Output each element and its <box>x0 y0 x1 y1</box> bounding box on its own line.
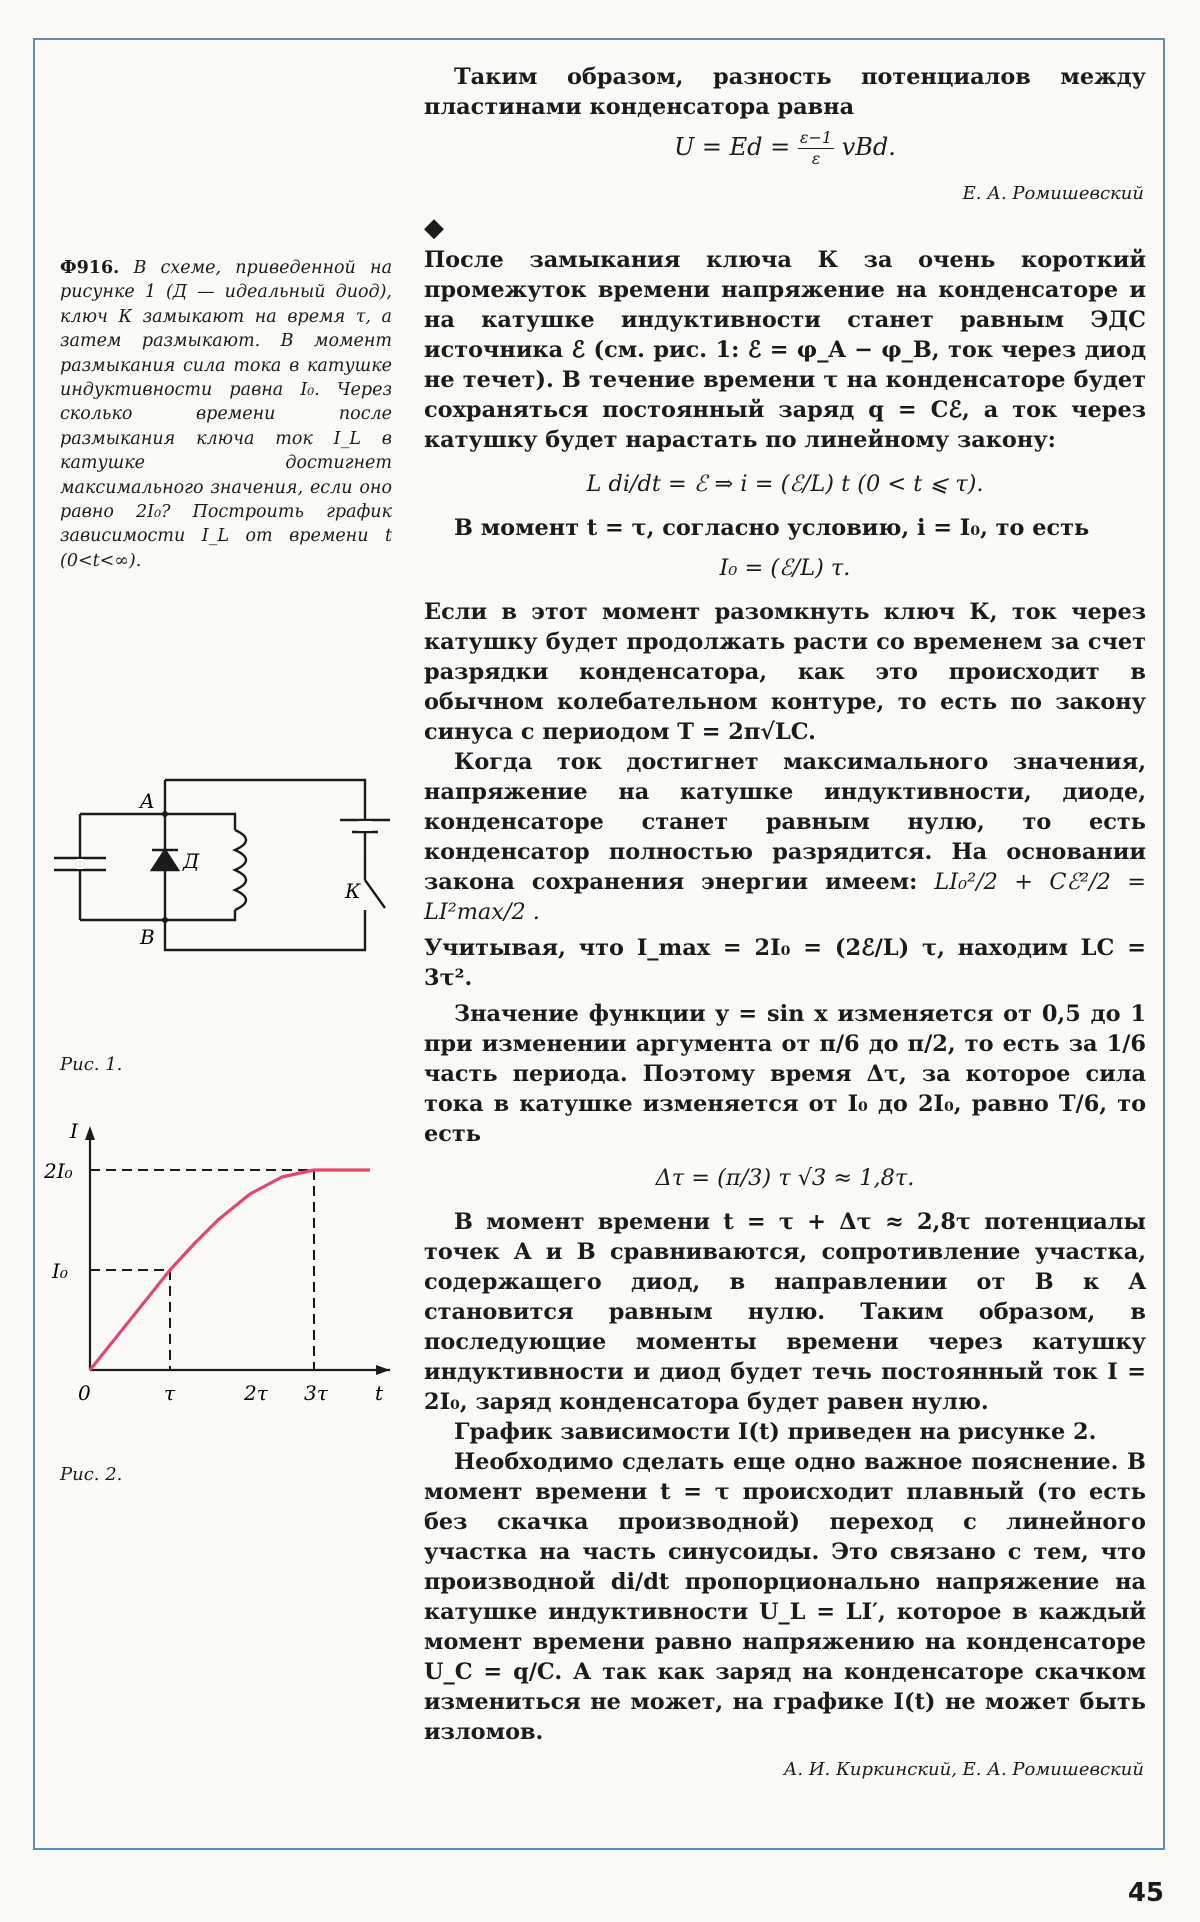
diamond-icon: ◆ <box>424 213 444 243</box>
page-number: 45 <box>1127 1878 1164 1908</box>
top-intro: Таким образом, разность потенциалов между пластинами конденсатора равна <box>424 64 1146 120</box>
diode-label: Д <box>183 849 200 873</box>
diode-symbol <box>152 850 178 870</box>
formula-6: Δτ = (π/3) τ √3 ≈ 1,8τ. <box>655 1165 915 1191</box>
problem-statement <box>60 256 392 573</box>
main-column <box>424 62 1146 1791</box>
solution-p7: В момент времени t = τ + Δτ ≈ 2,8τ потенциалы точек A и B сравниваются, сопротивление участка, содержащего диод, в направлении от B к A становится равным нулю. Таким образом, в последующие моменты времени через катушку индуктивности и диод будет течь постоянный ток I = 2I₀, заряд конденсатора будет равен нулю. <box>424 1209 1146 1415</box>
solution-p8: График зависимости I(t) приведен на рисунке 2. <box>454 1419 1097 1445</box>
x-tick-0: 0 <box>78 1381 91 1405</box>
current-time-graph <box>40 1110 410 1430</box>
solution-p2: В момент t = τ, согласно условию, i = I₀, то есть <box>454 515 1090 541</box>
x-axis-arrow <box>376 1365 390 1375</box>
switch-label: К <box>345 879 361 903</box>
solution-p3: Если в этот момент разомкнуть ключ К, ток через катушку будет продолжать расти со временем за счет разрядки конденсатора, как это происходит в обычном колебательном контуре, то есть по закону синуса с периодом T = 2π√LC. <box>424 599 1146 745</box>
y-axis-label: I <box>70 1119 78 1143</box>
solution-p1: После замыкания ключа К за очень короткий промежуток времени напряжение на конденсаторе и на катушке индуктивности станет равным ЭДС источника ℰ (см. рис. 1: ℰ = φ_A − φ_B, ток через диод не течет). В течение времени τ на конденсаторе будет сохраняться постоянный заряд q = Cℰ, а ток через катушку будет нарастать по линейному закону: <box>424 247 1146 453</box>
signature-top: Е. А. Ромишевский <box>962 183 1144 204</box>
node-label-a: A <box>140 789 155 813</box>
wire-left <box>80 814 165 920</box>
problem-text: В схеме, приведенной на рисунке 1 (Д — идеальный диод), ключ К замыкают на время τ, а затем размыкают. В момент размыкания сила тока в катушке индуктивности равна I₀. Через сколько времени после размыкания ключа ток I_L в катушке достигнет максимального значения, если оно равно 2I₀? Построить график зависимости I_L от времени t (0<t<∞). <box>60 258 392 571</box>
x-axis-label: t <box>375 1381 384 1405</box>
signature-bottom: А. И. Киркинский, Е. А. Ромишевский <box>783 1759 1144 1780</box>
node-label-b: B <box>140 925 155 949</box>
formula-u: U = Ed = $\frac{\varepsilon-1}{\varepsilon}$ vBd. <box>674 128 896 168</box>
formula-2: I₀ = (ℰ/L) τ. <box>719 555 851 581</box>
switch-symbol <box>365 860 385 910</box>
fig2-caption: Рис. 2. <box>60 1464 123 1485</box>
y-tick-2i0: 2I₀ <box>44 1159 73 1183</box>
solution-p4: Когда ток достигнет максимального значения, напряжение на катушке индуктивности, диоде, конденсаторе станет равным нулю, то есть конденсатор полностью разрядится. На основании закона сохранения энергии имеем: LI₀²/2 + Cℰ²/2 = LI²max/2 . <box>424 749 1146 925</box>
problem-number: Ф916. <box>60 258 120 278</box>
solution-p5: Учитывая, что I_max = 2I₀ = (2ℰ/L) τ, находим LC = 3τ². <box>424 935 1146 991</box>
formula-1: L di/dt = ℰ ⇒ i = (ℰ/L) t (0 < t ⩽ τ). <box>586 471 984 497</box>
y-tick-i0: I₀ <box>52 1259 68 1283</box>
x-tick-tau: τ <box>164 1381 176 1405</box>
x-tick-3tau: 3τ <box>304 1381 328 1405</box>
fig1-caption: Рис. 1. <box>60 1054 123 1075</box>
inductor-coil <box>235 830 246 910</box>
y-axis-arrow <box>85 1126 95 1140</box>
solution-p6: Значение функции y = sin x изменяется от 0,5 до 1 при изменении аргумента от π/6 до π/2, то есть за 1/6 часть периода. Поэтому время Δτ, за которое сила тока в катушке изменяется от I₀ до 2I₀, равно T/6, то есть <box>424 1001 1146 1147</box>
solution-p9: Необходимо сделать еще одно важное пояснение. В момент времени t = τ происходит плавный (то есть без скачка производной) переход с линейного участка на часть синусоиды. Это связано с тем, что производной di/dt пропорционально напряжение на катушке индуктивности U_L = LI′, которое в каждый момент времени равно напряжению на конденсаторе U_C = q/C. А так как заряд на конденсаторе скачком измениться не может, на графике I(t) не может быть изломов. <box>424 1449 1146 1745</box>
x-tick-2tau: 2τ <box>244 1381 268 1405</box>
circuit-diagram <box>40 760 420 1000</box>
formula-energy: LI₀²/2 + Cℰ²/2 = LI²max/2 . <box>424 869 1146 925</box>
